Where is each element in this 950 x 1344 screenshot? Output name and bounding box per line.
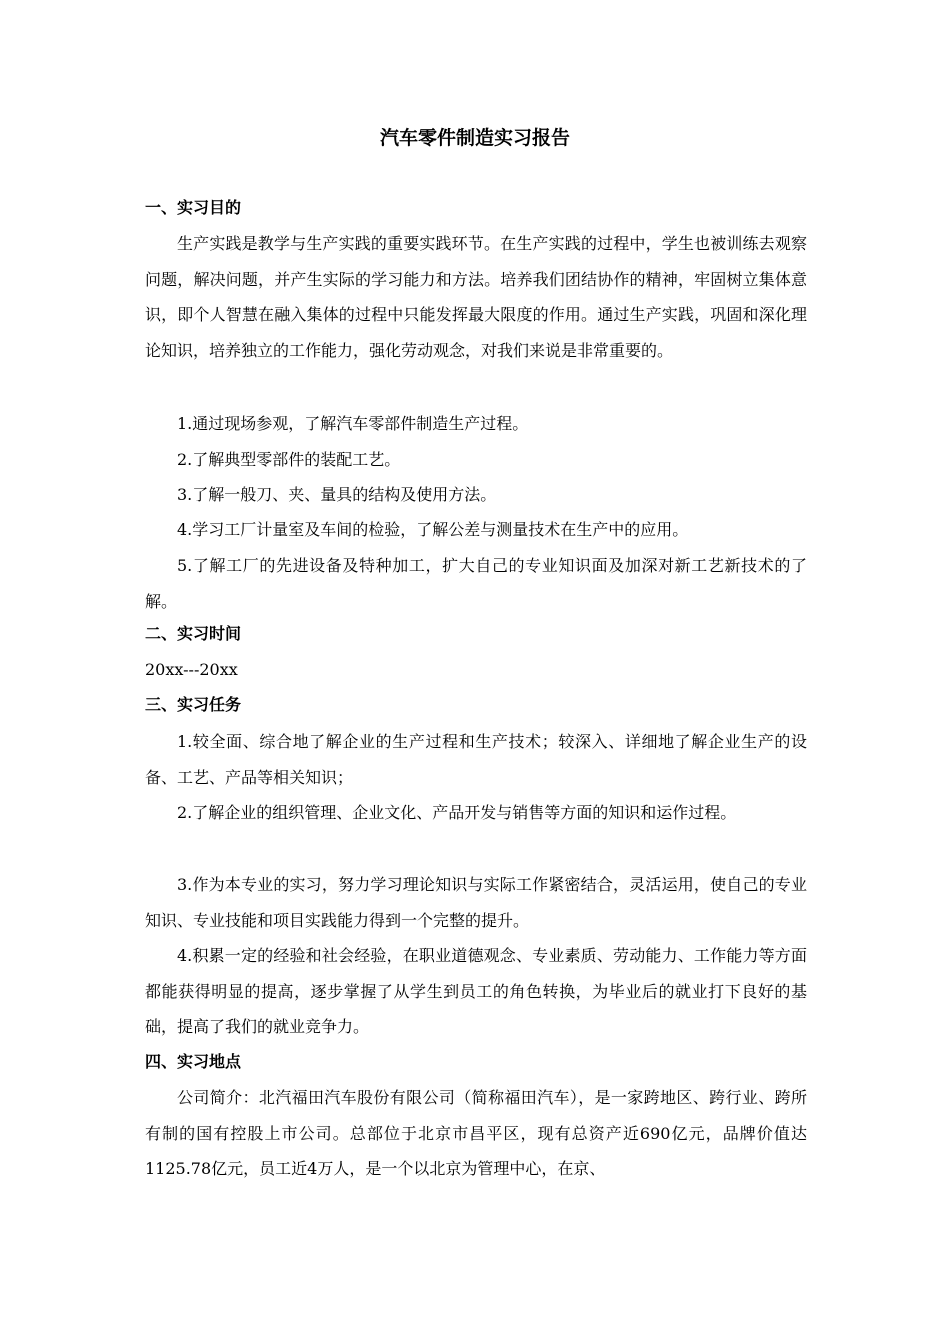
section-heading-time: 二、实习时间 — [145, 624, 242, 643]
section-heading-location: 四、实习地点 — [145, 1052, 242, 1071]
paragraph: 2.了解企业的组织管理、企业文化、产品开发与销售等方面的知识和运作过程。 — [177, 803, 737, 822]
paragraph: 1.通过现场参观，了解汽车零部件制造生产过程。 — [177, 414, 529, 433]
paragraph: 1.较全面、综合地了解企业的生产过程和生产技术；较深入、详细地了解企业生产的设备、工艺、产品等相关知识； — [145, 732, 807, 787]
section-heading-purpose: 一、实习目的 — [145, 198, 242, 217]
paragraph: 5.了解工厂的先进设备及特种加工，扩大自己的专业知识面及加深对新工艺新技术的了解。 — [145, 556, 807, 611]
paragraph: 生产实践是教学与生产实践的重要实践环节。在生产实践的过程中，学生也被训练去观察问题，解决问题，并产生实际的学习能力和方法。培养我们团结协作的精神，牢固树立集体意识，即个人智慧在融入集体的过程中只能发挥最大限度的作用。通过生产实践，巩固和深化理论知识，培养独立的工作能力，强化劳动观念，对我们来说是非常重要的。 — [145, 234, 807, 360]
paragraph: 4.积累一定的经验和社会经验，在职业道德观念、专业素质、劳动能力、工作能力等方面都能获得明显的提高，逐步掌握了从学生到员工的角色转换，为毕业后的就业打下良好的基础，提高了我们的就业竞争力。 — [145, 946, 807, 1037]
paragraph: 3.作为本专业的实习，努力学习理论知识与实际工作紧密结合，灵活运用，使自己的专业知识、专业技能和项目实践能力得到一个完整的提升。 — [145, 875, 807, 930]
document-title: 汽车零件制造实习报告 — [379, 127, 570, 149]
paragraph: 2.了解典型零部件的装配工艺。 — [177, 450, 401, 469]
internship-time-value: 20xx---20xx — [145, 660, 238, 679]
paragraph: 公司简介：北汽福田汽车股份有限公司（简称福田汽车），是一家跨地区、跨行业、跨所有制的国有控股上市公司。总部位于北京市昌平区，现有总资产近690亿元，品牌价值达1125.78亿元，员工近4万人，是一个以北京为管理中心，在京、 — [145, 1088, 807, 1179]
paragraph: 4.学习工厂计量室及车间的检验，了解公差与测量技术在生产中的应用。 — [177, 520, 689, 539]
paragraph: 3.了解一般刀、夹、量具的结构及使用方法。 — [177, 485, 497, 504]
section-heading-tasks: 三、实习任务 — [145, 695, 242, 714]
